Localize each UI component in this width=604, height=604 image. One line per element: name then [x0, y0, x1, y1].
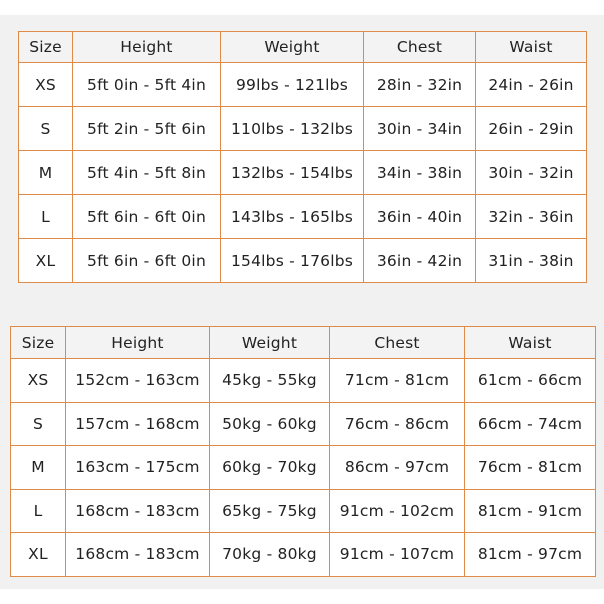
waist-cell: 32in - 36in [476, 195, 587, 239]
height-cell: 5ft 0in - 5ft 4in [73, 63, 221, 107]
weight-cell: 110lbs - 132lbs [221, 107, 364, 151]
header-row [19, 32, 587, 63]
weight-cell: 143lbs - 165lbs [221, 195, 364, 239]
height-cell: 5ft 2in - 5ft 6in [73, 107, 221, 151]
weight-cell: 70kg - 80kg [210, 533, 330, 577]
table-row [19, 195, 587, 239]
weight-cell: 45kg - 55kg [210, 359, 330, 403]
weight-cell: 132lbs - 154lbs [221, 151, 364, 195]
size-cell: XL [11, 533, 66, 577]
header-weight: Weight [221, 32, 364, 63]
table-row [19, 239, 587, 283]
size-cell: L [19, 195, 73, 239]
size-cell: XL [19, 239, 73, 283]
size-cell: S [19, 107, 73, 151]
waist-cell: 30in - 32in [476, 151, 587, 195]
chest-cell: 28in - 32in [364, 63, 476, 107]
table-row [11, 446, 596, 490]
table-row [11, 533, 596, 577]
header-size: Size [11, 327, 66, 359]
chest-cell: 91cm - 102cm [330, 489, 465, 533]
height-cell: 5ft 6in - 6ft 0in [73, 195, 221, 239]
weight-cell: 99lbs - 121lbs [221, 63, 364, 107]
waist-cell: 31in - 38in [476, 239, 587, 283]
size-cell: XS [11, 359, 66, 403]
size-cell: S [11, 402, 66, 446]
chest-cell: 86cm - 97cm [330, 446, 465, 490]
height-cell: 5ft 4in - 5ft 8in [73, 151, 221, 195]
header-chest: Chest [330, 327, 465, 359]
header-size: Size [19, 32, 73, 63]
chest-cell: 34in - 38in [364, 151, 476, 195]
size-chart-metric-table [10, 326, 596, 577]
chest-cell: 30in - 34in [364, 107, 476, 151]
waist-cell: 66cm - 74cm [465, 402, 596, 446]
height-cell: 163cm - 175cm [66, 446, 210, 490]
table-row [19, 63, 587, 107]
header-waist: Waist [476, 32, 587, 63]
height-cell: 5ft 6in - 6ft 0in [73, 239, 221, 283]
size-cell: L [11, 489, 66, 533]
size-chart-imperial-table [18, 31, 587, 283]
waist-cell: 26in - 29in [476, 107, 587, 151]
table-row [11, 359, 596, 403]
header-weight: Weight [210, 327, 330, 359]
header-waist: Waist [465, 327, 596, 359]
waist-cell: 81cm - 97cm [465, 533, 596, 577]
chest-cell: 91cm - 107cm [330, 533, 465, 577]
size-cell: XS [19, 63, 73, 107]
header-row [11, 327, 596, 359]
table-row [11, 489, 596, 533]
table-row [19, 151, 587, 195]
height-cell: 168cm - 183cm [66, 533, 210, 577]
header-height: Height [66, 327, 210, 359]
size-cell: M [19, 151, 73, 195]
table-row [11, 402, 596, 446]
weight-cell: 154lbs - 176lbs [221, 239, 364, 283]
height-cell: 157cm - 168cm [66, 402, 210, 446]
weight-cell: 65kg - 75kg [210, 489, 330, 533]
header-chest: Chest [364, 32, 476, 63]
chest-cell: 36in - 40in [364, 195, 476, 239]
waist-cell: 61cm - 66cm [465, 359, 596, 403]
chest-cell: 71cm - 81cm [330, 359, 465, 403]
waist-cell: 81cm - 91cm [465, 489, 596, 533]
chest-cell: 36in - 42in [364, 239, 476, 283]
waist-cell: 24in - 26in [476, 63, 587, 107]
chest-cell: 76cm - 86cm [330, 402, 465, 446]
waist-cell: 76cm - 81cm [465, 446, 596, 490]
height-cell: 168cm - 183cm [66, 489, 210, 533]
weight-cell: 50kg - 60kg [210, 402, 330, 446]
height-cell: 152cm - 163cm [66, 359, 210, 403]
size-cell: M [11, 446, 66, 490]
weight-cell: 60kg - 70kg [210, 446, 330, 490]
header-height: Height [73, 32, 221, 63]
table-row [19, 107, 587, 151]
